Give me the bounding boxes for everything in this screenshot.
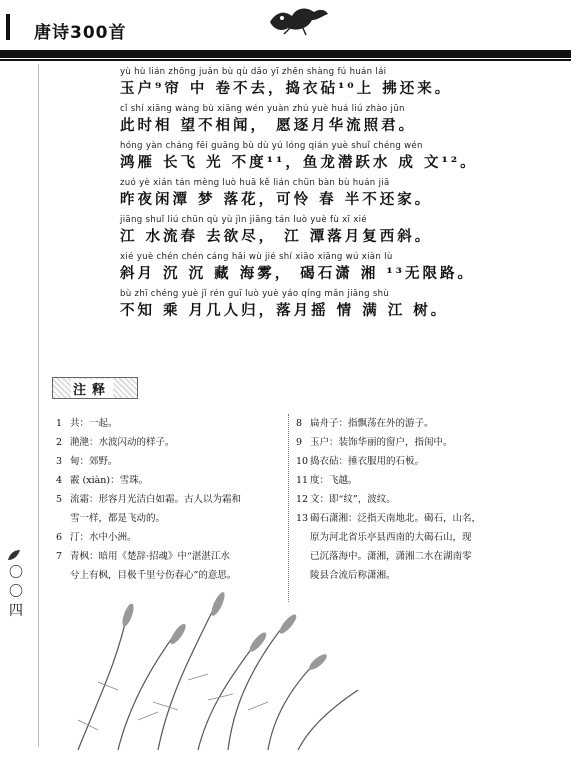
poem-couplet	[120, 214, 550, 246]
poem-line: 鸿雁 长飞 光 不度¹¹，鱼龙潜跃水 成 文¹²。	[120, 154, 478, 171]
note-text: 玉户：装饰华丽的窗户，指闺中。	[310, 437, 453, 448]
poem-couplet	[120, 288, 550, 320]
pinyin-line: cǐ shí xiāng wàng bù xiāng wén yuàn zhú yuè huá liú zhào jūn	[120, 104, 405, 114]
pinyin-line: hóng yàn cháng fēi guāng bù dù yú lóng qián yuè shuǐ chéng wén	[120, 141, 423, 151]
header-rule-thick	[0, 50, 571, 58]
note-text: 雪一样，都是飞动的。	[70, 513, 166, 524]
poem-couplet	[120, 177, 550, 209]
note-number: 10	[296, 456, 309, 467]
notes-heading-box	[52, 377, 138, 399]
margin-line	[38, 64, 39, 747]
pinyin-line: jiāng shuǐ liú chūn qù yù jìn jiāng tán luò yuè fù xī xié	[120, 215, 367, 225]
poem-line: 不知 乘 月几人归，落月摇 情 满 江 树。	[120, 302, 449, 319]
note-text: 青枫：暗用《楚辞·招魂》中“湛湛江水	[70, 551, 230, 562]
note-item	[296, 452, 544, 471]
note-item	[296, 433, 544, 452]
note-text: 兮上有枫，目极千里兮伤春心”的意思。	[70, 570, 237, 581]
header-rule-thin	[0, 59, 571, 61]
poem-couplet	[120, 66, 550, 98]
notes-left-column	[56, 414, 284, 585]
note-number: 4	[56, 475, 63, 486]
note-number	[296, 547, 310, 566]
pinyin-line: zuó yè xián tán mèng luò huā kě lián chūn bàn bù huán jiā	[120, 178, 390, 188]
note-number: 7	[56, 551, 63, 562]
poem-line: 江 水流春 去欲尽， 江 潭落月复西斜。	[120, 228, 433, 245]
note-item	[296, 566, 544, 585]
page-number	[9, 564, 23, 621]
poem-line: 此时相 望不相闻， 愿逐月华流照君。	[120, 117, 417, 134]
note-text: 霰 (xiàn)：雪珠。	[70, 475, 149, 486]
pinyin-line: xié yuè chén chén cáng hǎi wù jié shí xiāo xiāng wú xiàn lù	[120, 252, 393, 262]
note-item	[296, 471, 544, 490]
note-text: 捣衣砧：捶衣服用的石板。	[310, 456, 425, 467]
notes-heading: 注释	[71, 379, 113, 398]
note-number: 9	[296, 437, 303, 448]
page-number-digit: 四	[9, 603, 23, 619]
notes-right-column	[296, 414, 544, 585]
poem-couplet	[120, 140, 550, 172]
note-item	[56, 566, 284, 585]
note-item	[56, 471, 284, 490]
note-number: 13	[296, 513, 309, 524]
note-text: 度：飞越。	[310, 475, 358, 486]
reeds-illustration	[58, 590, 368, 750]
leaf-ornament-icon	[6, 548, 22, 562]
note-text: 汀：水中小洲。	[70, 532, 137, 543]
poem-line: 斜月 沉 沉 藏 海雾， 碣石潇 湘 ¹³无限路。	[120, 265, 476, 282]
note-number: 6	[56, 532, 63, 543]
note-number: 5	[56, 494, 63, 505]
note-item	[56, 490, 284, 509]
poem-line: 玉户⁹帘 中 卷不去，捣衣砧¹⁰上 拂还来。	[120, 80, 453, 97]
bird-ornament-icon	[262, 2, 332, 36]
note-item	[296, 490, 544, 509]
note-number: 3	[56, 456, 63, 467]
poem-couplet	[120, 103, 550, 135]
note-number: 1	[56, 418, 63, 429]
note-number: 2	[56, 437, 63, 448]
note-text: 文：即“纹”，波纹。	[310, 494, 396, 505]
page-number-digit: 〇	[9, 565, 23, 581]
note-text: 流霜：形容月光洁白如霜。古人以为霜和	[70, 494, 242, 505]
note-number: 12	[296, 494, 309, 505]
note-number	[296, 528, 310, 547]
note-item	[296, 509, 544, 528]
book-title: 唐诗300首	[34, 23, 127, 43]
note-text: 碣石潇湘：泛指天南地北。碣石，山名，	[310, 513, 482, 524]
note-item	[56, 547, 284, 566]
note-text: 扁舟子：指飘荡在外的游子。	[310, 418, 434, 429]
notes-divider	[288, 414, 289, 602]
note-text: 甸：郊野。	[70, 456, 118, 467]
note-number	[296, 566, 310, 585]
note-text: 原为河北省乐亭县西南的大碣石山，现	[310, 532, 472, 543]
note-number	[56, 566, 70, 585]
note-text: 共：一起。	[70, 418, 118, 429]
note-text: 滟滟：水波闪动的样子。	[70, 437, 175, 448]
note-number	[56, 509, 70, 528]
note-item	[56, 509, 284, 528]
note-item	[56, 452, 284, 471]
note-item	[56, 433, 284, 452]
poem-line: 昨夜闲潭 梦 落花，可怜 春 半不还家。	[120, 191, 433, 208]
note-text: 陵县合流后称潇湘。	[310, 570, 396, 581]
note-text: 已沉落海中。潇湘，潇湘二水在湖南零	[310, 551, 472, 562]
note-item	[56, 528, 284, 547]
poem-body	[120, 66, 550, 325]
note-number: 11	[296, 475, 309, 486]
poem-couplet	[120, 251, 550, 283]
header-accent-bar	[6, 14, 10, 40]
note-number: 8	[296, 418, 303, 429]
page-header	[0, 0, 571, 52]
page-number-digit: 〇	[9, 584, 23, 600]
pinyin-line: yù hù lián zhōng juǎn bù qù dǎo yī zhēn shàng fú huán lái	[120, 67, 387, 77]
note-item	[56, 414, 284, 433]
note-item	[296, 528, 544, 547]
note-item	[296, 414, 544, 433]
note-item	[296, 547, 544, 566]
pinyin-line: bù zhī chéng yuè jǐ rén guī luò yuè yáo qíng mǎn jiāng shù	[120, 289, 390, 299]
